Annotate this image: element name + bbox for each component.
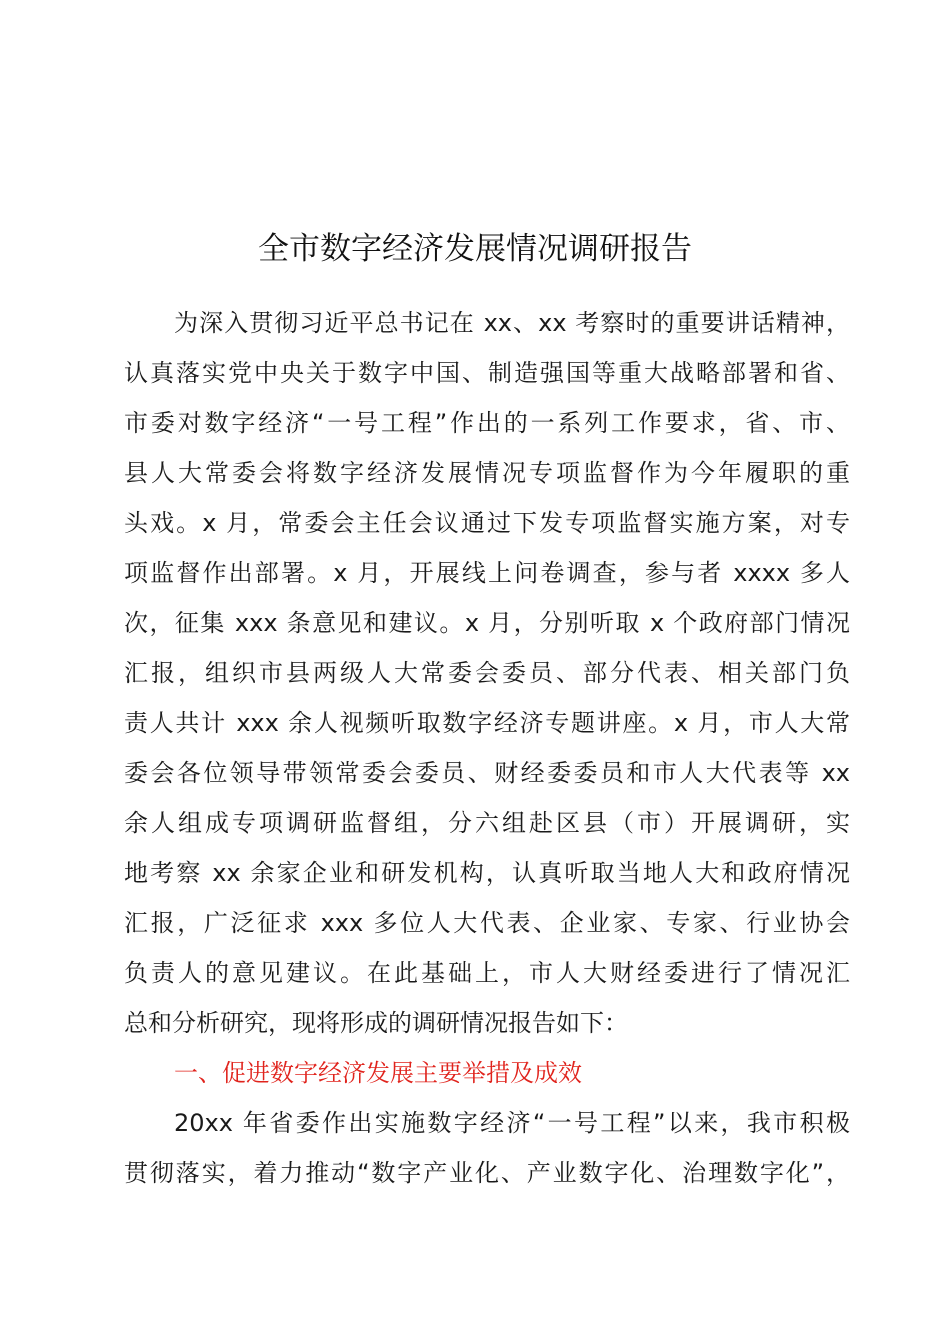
document-title: 全市数字经济发展情况调研报告	[258, 231, 692, 267]
intro-line: 汇报，广泛征求 xxx 多位人大代表、企业家、专家、行业协会	[124, 909, 850, 937]
section-line: 20xx 年省委作出实施数字经济“一号工程”以来，我市积极	[174, 1109, 850, 1137]
intro-line: 责人共计 xxx 余人视频听取数字经济专题讲座。x 月，市人大常	[124, 709, 850, 737]
intro-line: 负责人的意见建议。在此基础上，市人大财经委进行了情况汇	[124, 959, 850, 987]
intro-line: 委会各位领导带领常委会委员、财经委委员和市人大代表等 xx	[124, 759, 850, 787]
intro-line: 总和分析研究，现将形成的调研情况报告如下：	[124, 1009, 628, 1037]
intro-line: 余人组成专项调研监督组，分六组赴区县（市）开展调研，实	[124, 809, 850, 837]
intro-line: 市委对数字经济“一号工程”作出的一系列工作要求，省、市、	[124, 409, 850, 437]
intro-line: 地考察 xx 余家企业和研发机构，认真听取当地人大和政府情况	[124, 859, 850, 887]
intro-line: 头戏。x 月，常委会主任会议通过下发专项监督实施方案，对专	[124, 509, 850, 537]
intro-line: 汇报，组织市县两级人大常委会委员、部分代表、相关部门负	[124, 659, 850, 687]
section-line: 贯彻落实，着力推动“数字产业化、产业数字化、治理数字化”，	[124, 1159, 850, 1187]
intro-line: 县人大常委会将数字经济发展情况专项监督作为今年履职的重	[124, 459, 850, 487]
intro-line: 认真落实党中央关于数字中国、制造强国等重大战略部署和省、	[124, 359, 850, 387]
intro-line: 为深入贯彻习近平总书记在 xx、xx 考察时的重要讲话精神，	[174, 309, 850, 337]
intro-line: 项监督作出部署。x 月，开展线上问卷调查，参与者 xxxx 多人	[124, 559, 850, 587]
section-heading: 一、促进数字经济发展主要举措及成效	[174, 1059, 582, 1087]
intro-line: 次，征集 xxx 条意见和建议。x 月，分别听取 x 个政府部门情况	[124, 609, 850, 637]
